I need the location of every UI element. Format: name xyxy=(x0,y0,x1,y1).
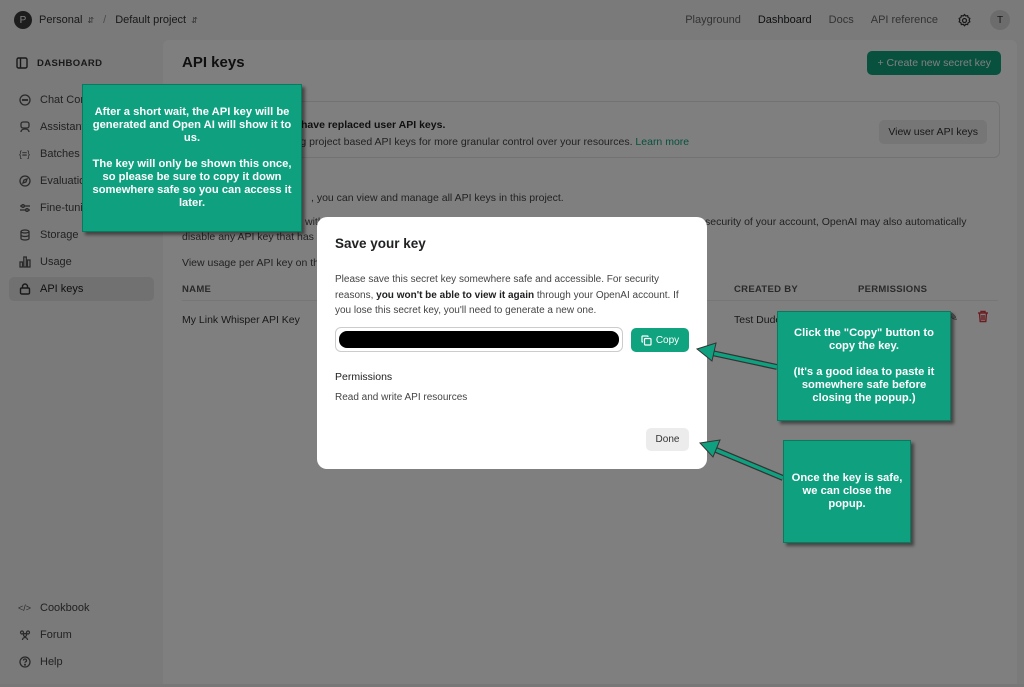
save-key-dialog xyxy=(317,217,707,469)
dialog-desc-bold: you won't be able to view it again xyxy=(376,289,535,301)
callout-key-generated xyxy=(82,84,302,232)
callout-copy xyxy=(777,311,951,421)
copy-button[interactable] xyxy=(631,328,689,352)
redacted-key xyxy=(339,331,619,348)
secret-key-field[interactable] xyxy=(335,327,623,352)
callout-text: After a short wait, the API key will be generated and Open AI will show it to us. The key will only be shown this once, so please be sure to copy it down somewhere safe so you can access it later. xyxy=(92,106,292,209)
permissions-title: Permissions xyxy=(335,371,393,383)
dialog-desc-text: through your OpenAI account. If you lose this secret key, you'll need to generate a new one. xyxy=(335,289,679,316)
copy-button-label: Copy xyxy=(655,334,680,346)
dialog-desc-text: Please save this secret key somewhere safe and accessible. For security reasons, xyxy=(335,274,660,301)
dialog-title: Save your key xyxy=(335,236,426,251)
permissions-text: Read and write API resources xyxy=(335,392,468,403)
callout-text: Click the "Copy" button to copy the key. (It's a good idea to paste it somewhere safe before closing the popup.) xyxy=(793,327,935,404)
copy-icon xyxy=(641,335,652,346)
callout-text: Once the key is safe, we can close the popup. xyxy=(791,472,903,510)
dialog-description xyxy=(335,272,690,319)
done-button[interactable]: Done xyxy=(646,428,689,451)
callout-done xyxy=(783,440,911,543)
